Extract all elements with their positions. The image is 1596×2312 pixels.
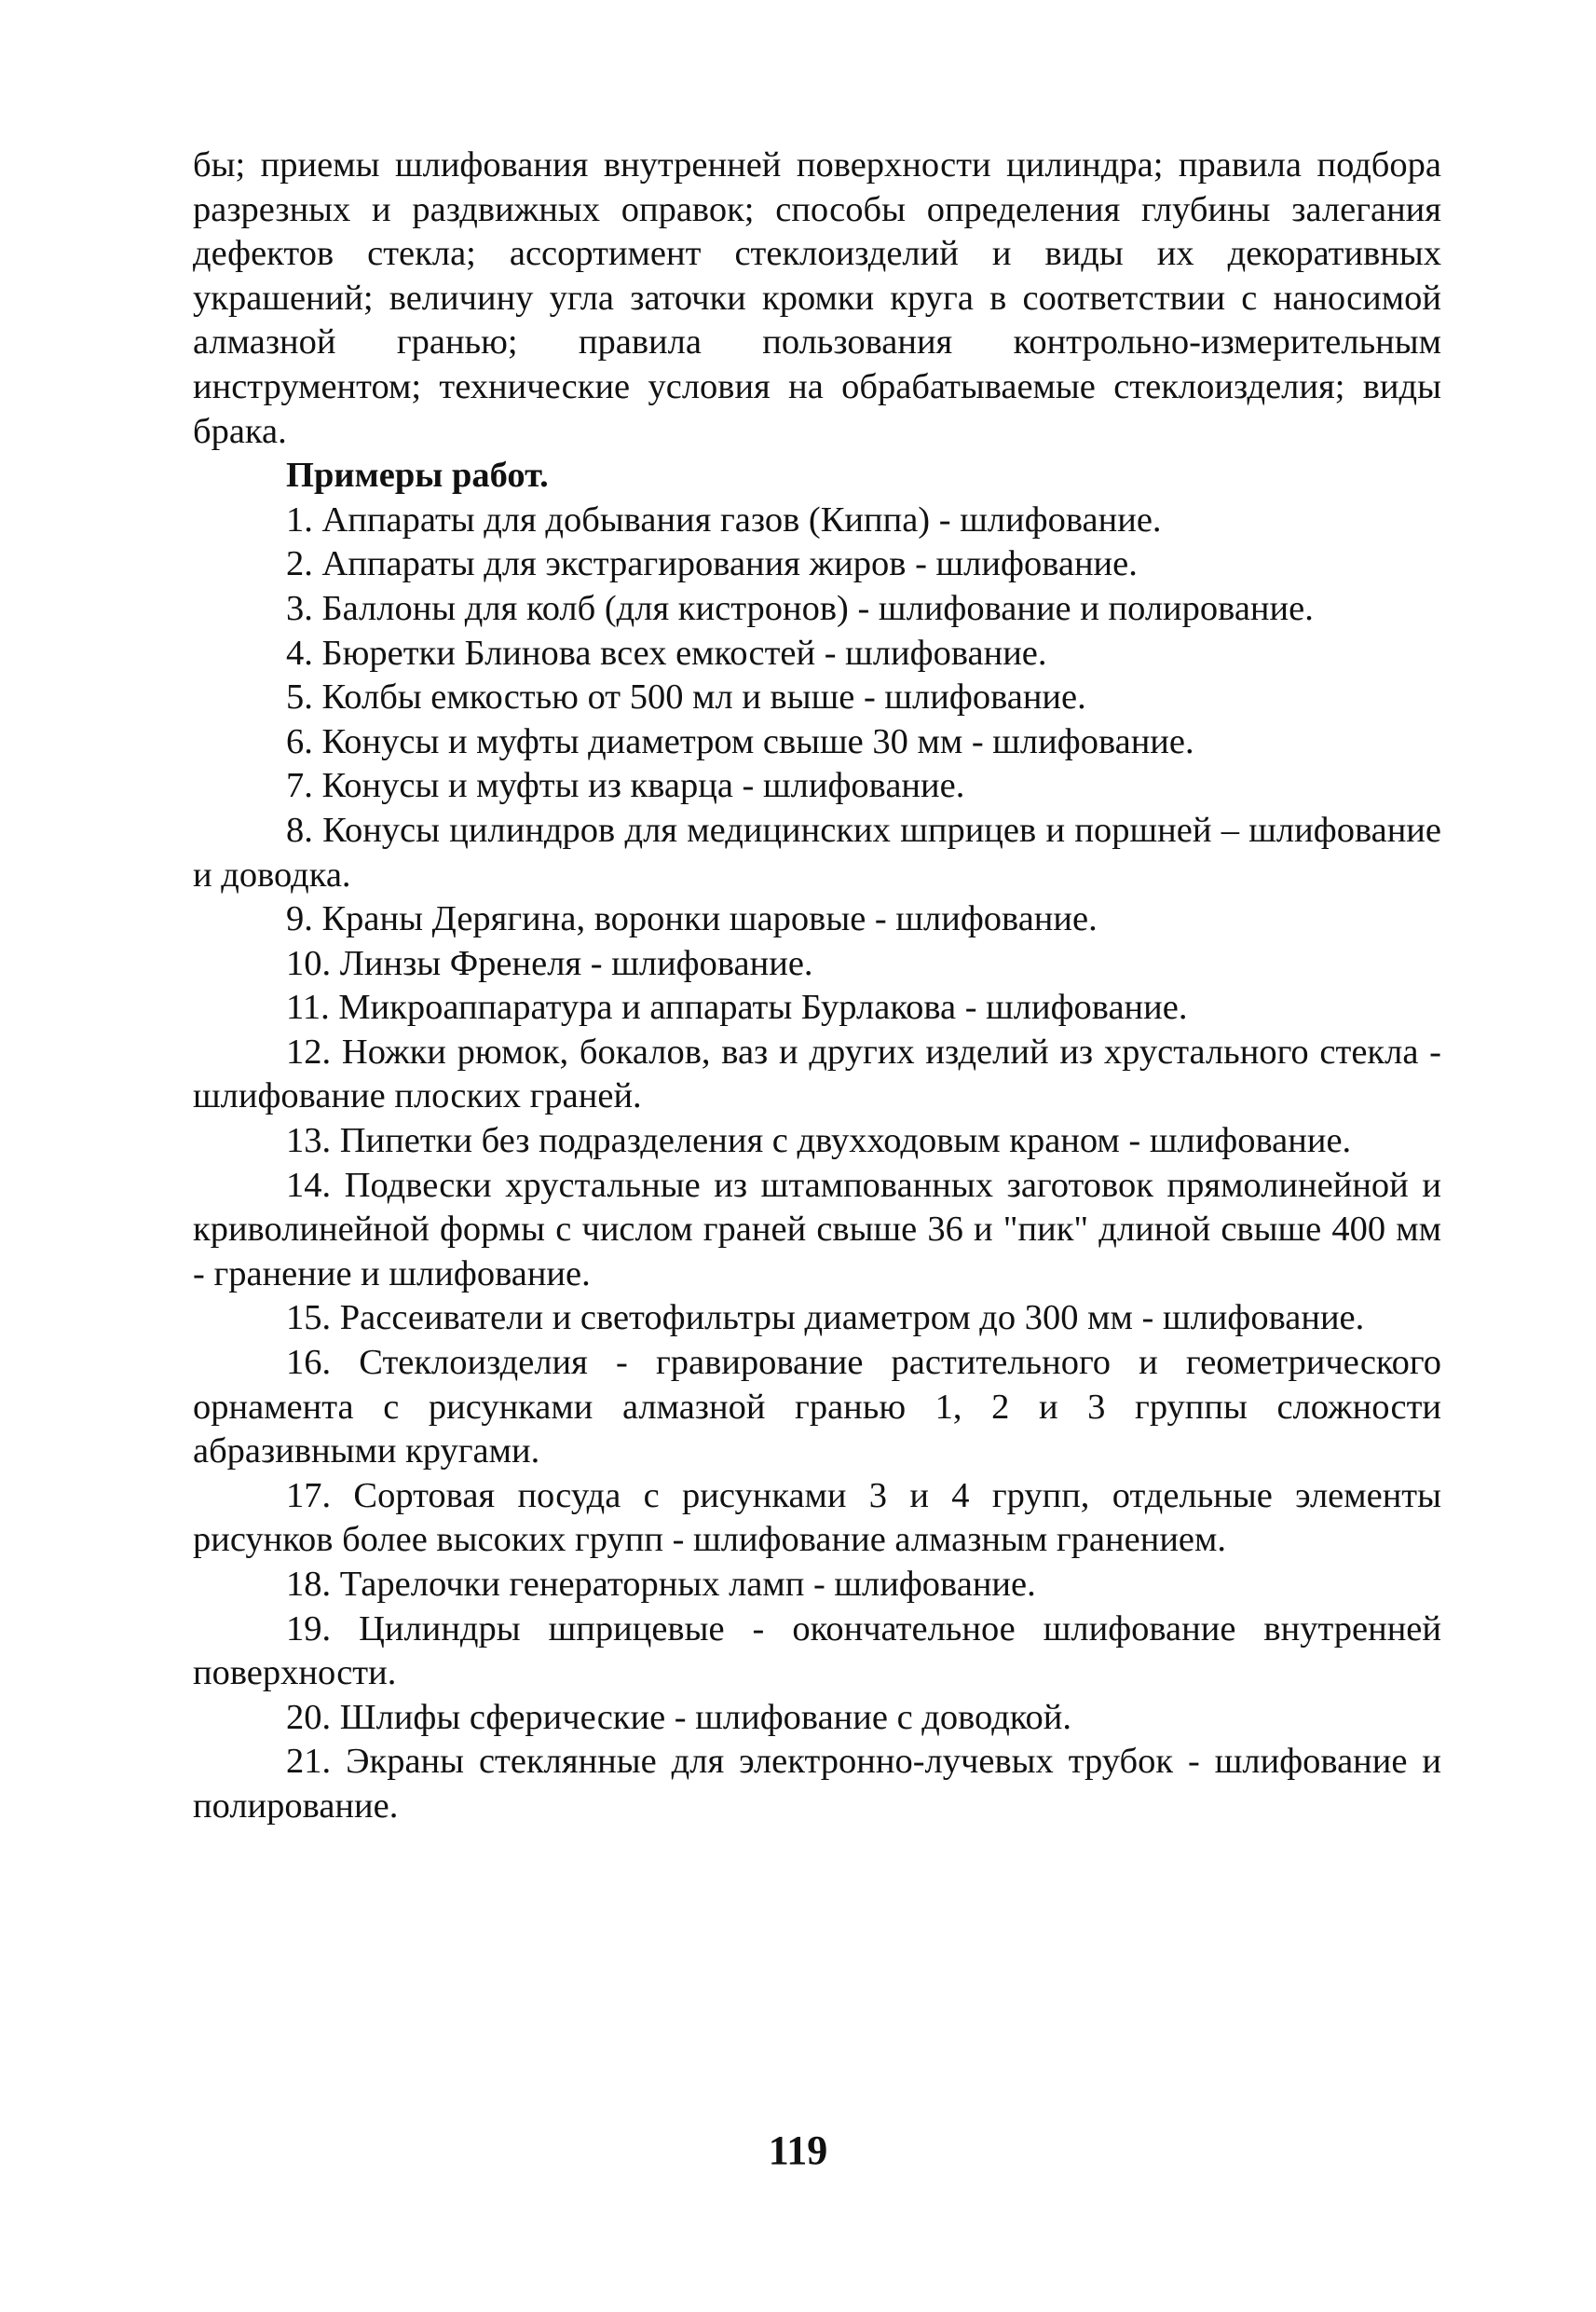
work-examples-list [193,499,1441,1829]
list-item: 11. Микроаппаратура и аппараты Бурлакова - шлифование. [286,988,1188,1028]
list-item: 9. Краны Дерягина, воронки шаровые - шлифование. [286,899,1098,939]
list-item: 8. Конусы цилиндров для медицинских шприцев и поршней – шлифование и доводка. [193,810,1441,895]
list-item: 17. Сортовая посуда с рисунками 3 и 4 групп, отдельные элементы рисунков более высоких групп - шлифование алмазным гранением. [193,1475,1441,1560]
list-item: 18. Тарелочки генераторных ламп - шлифование. [286,1565,1036,1604]
list-item: 14. Подвески хрустальные из штампованных заготовок прямолинейной и криволинейной формы с числом граней свыше 36 и "пик" длиной свыше 400 мм - гранение и шлифование. [193,1165,1441,1293]
list-item: 4. Бюретки Блинова всех емкостей - шлифование. [286,633,1047,673]
list-item: 2. Аппараты для экстрагирования жиров - шлифование. [286,544,1138,584]
section-heading: Примеры работ. [286,456,549,496]
list-item: 15. Рассеиватели и светофильтры диаметром до 300 мм - шлифование. [286,1298,1365,1338]
list-item: 3. Баллоны для колб (для кистронов) - шлифование и полирование. [286,588,1314,628]
intro-paragraph: бы; приемы шлифования внутренней поверхности цилиндра; правила подбора разрезных и раздвижных оправок; способы определения глубины залегания дефектов стекла; ассортимент стеклоизделий и виды их декоративных украшений; величину угла заточки кромки круга в соответствии с наносимой алмазной гранью; правила пользования контрольно-измерительным инструментом; технические условия на обрабатываемые стеклоизделия; виды брака. [193,145,1441,451]
list-item: 20. Шлифы сферические - шлифование с доводкой. [286,1697,1072,1737]
list-item: 19. Цилиндры шприцевые - окончательное шлифование внутренней поверхности. [193,1608,1441,1693]
page-number: 119 [768,2127,828,2173]
page-body [193,144,1441,1829]
list-item: 13. Пипетки без подразделения с двухходовым краном - шлифование. [286,1121,1352,1161]
list-item: 1. Аппараты для добывания газов (Киппа) - шлифование. [286,499,1162,540]
list-item: 10. Линзы Френеля - шлифование. [286,943,813,983]
list-item: 7. Конусы и муфты из кварца - шлифование. [286,766,965,806]
list-item: 6. Конусы и муфты диаметром свыше 30 мм - шлифование. [286,721,1194,761]
list-item: 21. Экраны стеклянные для электронно-лучевых трубок - шлифование и полирование. [193,1742,1441,1826]
list-item: 5. Колбы емкостью от 500 мл и выше - шлифование. [286,677,1086,718]
list-item: 16. Стеклоизделия - гравирование растительного и геометрического орнамента с рисунками алмазной гранью 1, 2 и 3 группы сложности абразивными кругами. [193,1343,1441,1471]
list-item: 12. Ножки рюмок, бокалов, ваз и других изделий из хрустального стекла - шлифование плоских граней. [193,1032,1441,1116]
